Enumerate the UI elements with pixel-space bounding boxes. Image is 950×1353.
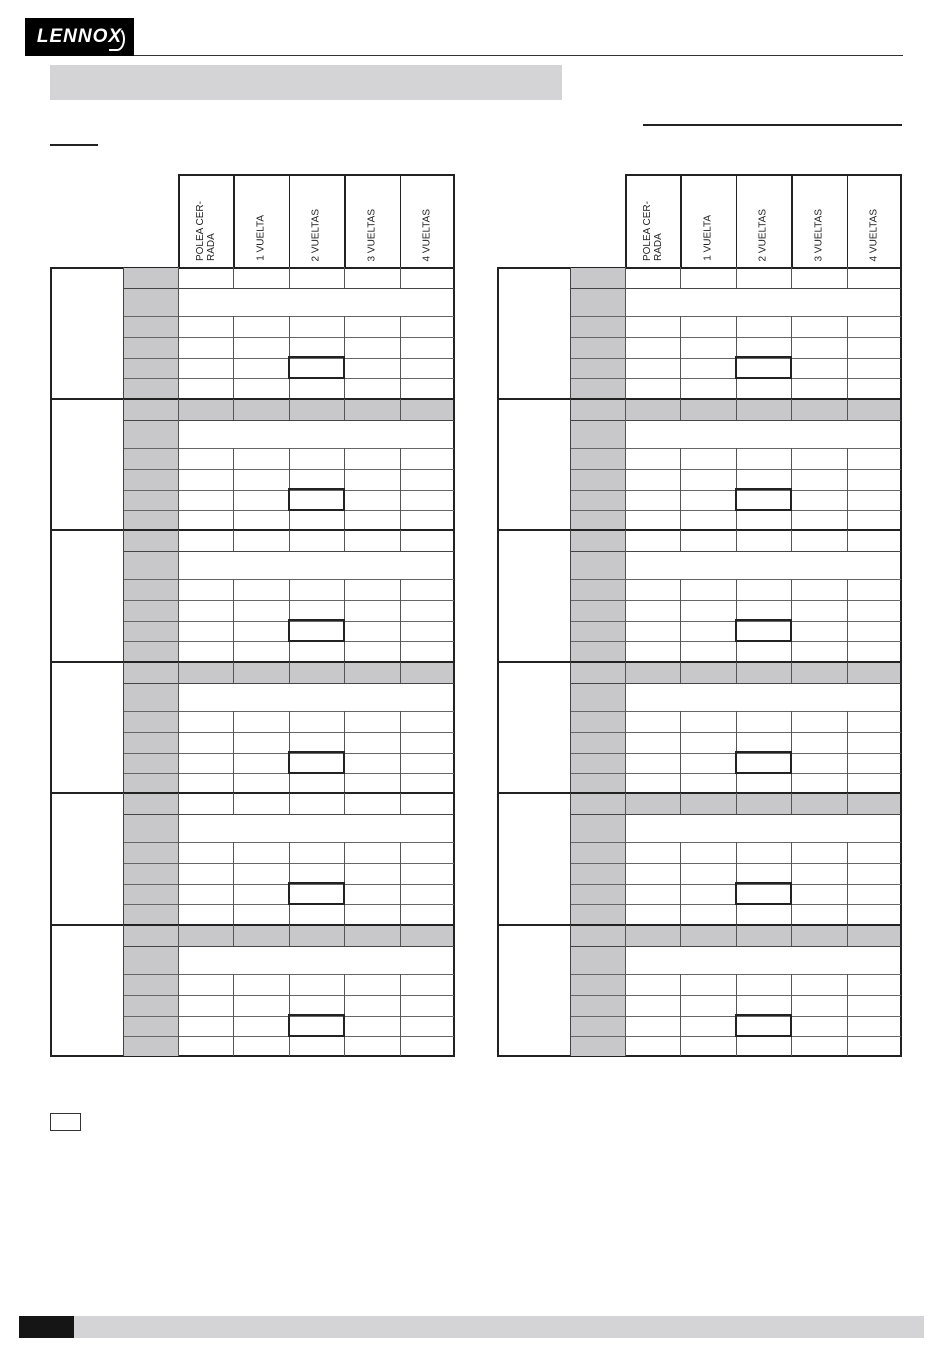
column-line <box>400 842 401 925</box>
column-line <box>400 267 401 288</box>
column-line <box>178 316 179 399</box>
column-line <box>233 579 234 662</box>
column-line <box>400 530 401 551</box>
column-line <box>680 530 681 551</box>
column-line <box>625 316 626 399</box>
column-header <box>625 174 680 267</box>
column-line <box>178 683 179 711</box>
highlight-cell <box>288 488 345 511</box>
row-line <box>123 683 454 684</box>
row-line <box>123 551 454 552</box>
column-line <box>625 530 626 551</box>
column-line <box>625 420 626 448</box>
column-line <box>736 662 737 683</box>
column-line <box>847 925 848 946</box>
group-separator <box>50 529 455 531</box>
column-header <box>233 174 288 267</box>
section-title-bar <box>50 65 562 100</box>
column-line <box>847 399 848 420</box>
column-line <box>233 662 234 683</box>
column-line <box>791 925 792 946</box>
group-separator <box>50 792 455 794</box>
logo-swoosh-icon <box>109 27 125 51</box>
column-line <box>680 579 681 662</box>
column-line <box>625 551 626 579</box>
column-line <box>625 448 626 531</box>
column-line <box>625 974 626 1057</box>
column-line <box>233 267 234 288</box>
column-line <box>625 579 626 662</box>
column-header <box>289 174 344 267</box>
pulley-table-right <box>497 174 902 1056</box>
column-header-label: 1 VUELTA <box>255 215 267 261</box>
column-line <box>344 925 345 946</box>
column-line <box>289 530 290 551</box>
column-line <box>178 420 179 448</box>
column-line <box>178 711 179 794</box>
highlight-cell <box>735 751 792 774</box>
highlight-cell <box>735 488 792 511</box>
column-line <box>847 662 848 683</box>
column-line <box>233 974 234 1057</box>
column-line <box>289 399 290 420</box>
column-header <box>400 174 455 267</box>
shaded-row <box>625 926 900 946</box>
column-line <box>178 530 179 551</box>
column-header-label: 3 VUELTAS <box>813 208 825 261</box>
column-line <box>791 267 792 288</box>
footer-bar <box>74 1316 924 1338</box>
column-line <box>178 925 179 946</box>
column-line <box>791 530 792 551</box>
highlight-cell <box>288 1014 345 1037</box>
column-line <box>736 267 737 288</box>
column-line <box>736 925 737 946</box>
column-line <box>847 579 848 662</box>
shaded-row <box>178 926 453 946</box>
column-line <box>233 711 234 794</box>
column-line <box>847 842 848 925</box>
column-line <box>178 662 179 683</box>
row-line <box>123 420 454 421</box>
shaded-row <box>625 400 900 420</box>
column-header-label: POLEA CER- RADA <box>194 200 217 261</box>
column-line <box>233 793 234 814</box>
column-line <box>680 711 681 794</box>
column-line <box>625 946 626 974</box>
highlight-cell <box>288 619 345 642</box>
row-line <box>570 683 901 684</box>
column-line <box>847 793 848 814</box>
column-line <box>178 793 179 814</box>
column-header-label: 2 VUELTAS <box>757 208 769 261</box>
column-line <box>680 974 681 1057</box>
column-line <box>233 448 234 531</box>
row-line <box>570 551 901 552</box>
logo-wordmark: LENNOX <box>36 26 123 47</box>
row-line <box>570 288 901 289</box>
lennox-logo <box>25 18 134 56</box>
highlight-cell <box>735 356 792 379</box>
column-line <box>680 925 681 946</box>
column-line <box>344 793 345 814</box>
column-line <box>791 662 792 683</box>
column-header-label: 4 VUELTAS <box>868 208 880 261</box>
row-line <box>123 288 454 289</box>
column-header-label: 1 VUELTA <box>702 215 714 261</box>
row-line <box>570 946 901 947</box>
label-divider <box>570 267 571 399</box>
column-line <box>400 925 401 946</box>
column-line <box>847 530 848 551</box>
column-line <box>625 662 626 683</box>
column-line <box>625 267 626 288</box>
column-header <box>791 174 846 267</box>
label-divider <box>570 399 571 531</box>
column-header <box>847 174 902 267</box>
column-line <box>178 399 179 420</box>
column-line <box>736 530 737 551</box>
column-line <box>344 530 345 551</box>
highlight-cell <box>288 751 345 774</box>
column-line <box>400 316 401 399</box>
shaded-row <box>178 663 453 683</box>
column-line <box>625 288 626 316</box>
column-line <box>791 399 792 420</box>
column-line <box>344 662 345 683</box>
label-divider <box>570 793 571 925</box>
column-header <box>344 174 399 267</box>
column-line <box>400 711 401 794</box>
column-line <box>400 448 401 531</box>
column-line <box>847 711 848 794</box>
highlight-cell <box>735 619 792 642</box>
column-line <box>791 793 792 814</box>
column-line <box>680 316 681 399</box>
row-line <box>123 946 454 947</box>
column-line <box>736 793 737 814</box>
reference-underline <box>643 124 902 126</box>
row-line <box>123 814 454 815</box>
legend-highlight-box <box>50 1113 81 1131</box>
highlight-cell <box>288 356 345 379</box>
column-line <box>178 448 179 531</box>
highlight-cell <box>735 882 792 905</box>
column-line <box>847 316 848 399</box>
column-line <box>233 842 234 925</box>
column-header <box>680 174 735 267</box>
column-line <box>736 399 737 420</box>
group-separator <box>497 529 902 531</box>
page-number-block <box>19 1316 74 1338</box>
label-divider <box>123 399 124 531</box>
label-divider <box>570 530 571 662</box>
row-line <box>570 814 901 815</box>
column-line <box>847 974 848 1057</box>
label-divider <box>123 530 124 662</box>
column-line <box>680 399 681 420</box>
column-line <box>289 793 290 814</box>
column-line <box>178 974 179 1057</box>
column-line <box>289 925 290 946</box>
column-line <box>625 683 626 711</box>
column-line <box>625 925 626 946</box>
column-line <box>178 579 179 662</box>
column-line <box>178 814 179 842</box>
column-line <box>847 448 848 531</box>
column-line <box>233 399 234 420</box>
subtitle-underline <box>50 144 98 146</box>
shaded-row <box>625 794 900 814</box>
column-line <box>178 288 179 316</box>
column-line <box>680 662 681 683</box>
column-line <box>680 267 681 288</box>
label-divider <box>123 793 124 925</box>
shaded-row <box>625 663 900 683</box>
column-line <box>625 399 626 420</box>
column-line <box>178 842 179 925</box>
column-line <box>625 711 626 794</box>
label-divider <box>123 662 124 794</box>
column-header-label: 3 VUELTAS <box>366 208 378 261</box>
column-header-label: 2 VUELTAS <box>310 208 322 261</box>
column-line <box>344 267 345 288</box>
column-line <box>400 399 401 420</box>
column-line <box>289 267 290 288</box>
column-line <box>625 793 626 814</box>
column-line <box>680 448 681 531</box>
column-header-label: 4 VUELTAS <box>421 208 433 261</box>
column-header <box>178 174 233 267</box>
label-divider <box>123 267 124 399</box>
shaded-row <box>178 400 453 420</box>
row-line <box>570 420 901 421</box>
column-line <box>289 662 290 683</box>
highlight-cell <box>735 1014 792 1037</box>
column-line <box>400 662 401 683</box>
column-header <box>736 174 791 267</box>
column-line <box>625 842 626 925</box>
column-line <box>400 793 401 814</box>
highlight-cell <box>288 882 345 905</box>
column-line <box>400 974 401 1057</box>
column-line <box>178 946 179 974</box>
column-line <box>625 814 626 842</box>
label-divider <box>570 925 571 1057</box>
header-rule <box>134 55 903 56</box>
column-line <box>847 267 848 288</box>
column-line <box>400 579 401 662</box>
column-line <box>344 399 345 420</box>
label-divider <box>123 925 124 1057</box>
column-line <box>680 842 681 925</box>
label-divider <box>570 662 571 794</box>
column-line <box>680 793 681 814</box>
column-line <box>233 316 234 399</box>
pulley-table-left <box>50 174 455 1056</box>
column-line <box>178 551 179 579</box>
column-header-label: POLEA CER- RADA <box>641 200 664 261</box>
column-line <box>233 925 234 946</box>
column-line <box>178 267 179 288</box>
column-line <box>233 530 234 551</box>
